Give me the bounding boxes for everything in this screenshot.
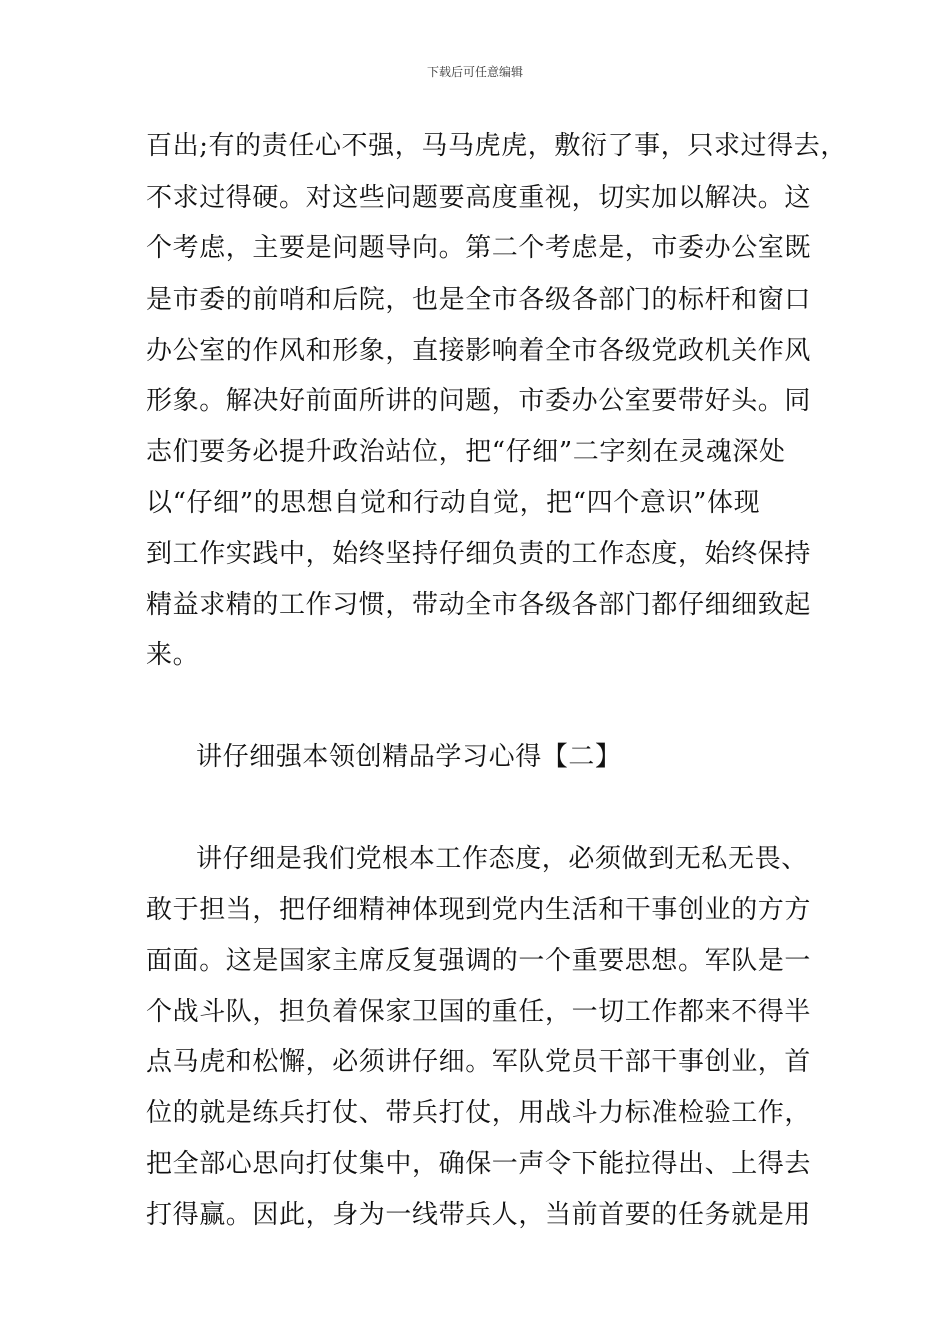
- text-line: 形象。解决好前面所讲的问题，市委办公室要带好头。同: [146, 386, 812, 416]
- text-line: 敢于担当，把仔细精神体现到党内生活和干事创业的方方: [146, 895, 812, 925]
- section-heading: 讲仔细强本领创精品学习心得【二】: [196, 742, 622, 772]
- text-line: 把全部心思向打仗集中，确保一声令下能拉得出、上得去: [146, 1149, 812, 1179]
- text-line: 个战斗队，担负着保家卫国的重任，一切工作都来不得半: [146, 997, 812, 1027]
- text-line: 讲仔细是我们党根本工作态度，必须做到无私无畏、: [196, 844, 808, 874]
- page-header-note: 下载后可任意编辑: [426, 65, 523, 79]
- text-line: 打得赢。因此，身为一线带兵人，当前首要的任务就是用: [146, 1200, 812, 1230]
- text-line: 以“仔细”的思想自觉和行动自觉，把“四个意识”体现: [146, 488, 761, 518]
- text-line: 是市委的前哨和后院，也是全市各级各部门的标杆和窗口: [146, 285, 812, 315]
- text-line: 个考虑，主要是问题导向。第二个考虑是，市委办公室既: [146, 233, 812, 263]
- text-line: 精益求精的工作习惯，带动全市各级各部门都仔细细致起: [146, 590, 812, 620]
- text-line: 位的就是练兵打仗、带兵打仗，用战斗力标准检验工作，: [146, 1098, 812, 1128]
- text-line: 到工作实践中，始终坚持仔细负责的工作态度，始终保持: [146, 539, 812, 569]
- text-line: 来。: [146, 640, 200, 670]
- text-line: 办公室的作风和形象，直接影响着全市各级党政机关作风: [146, 336, 812, 366]
- text-line: 点马虎和松懈，必须讲仔细。军队党员干部干事创业，首: [146, 1047, 812, 1077]
- text-line: 面面。这是国家主席反复强调的一个重要思想。军队是一: [146, 946, 812, 976]
- text-line: 百出;有的责任心不强，马马虎虎，敷衍了事，只求过得去，: [146, 131, 847, 161]
- text-line: 不求过得硬。对这些问题要高度重视，切实加以解决。这: [146, 183, 812, 213]
- text-line: 志们要务必提升政治站位，把“仔细”二字刻在灵魂深处: [146, 437, 786, 467]
